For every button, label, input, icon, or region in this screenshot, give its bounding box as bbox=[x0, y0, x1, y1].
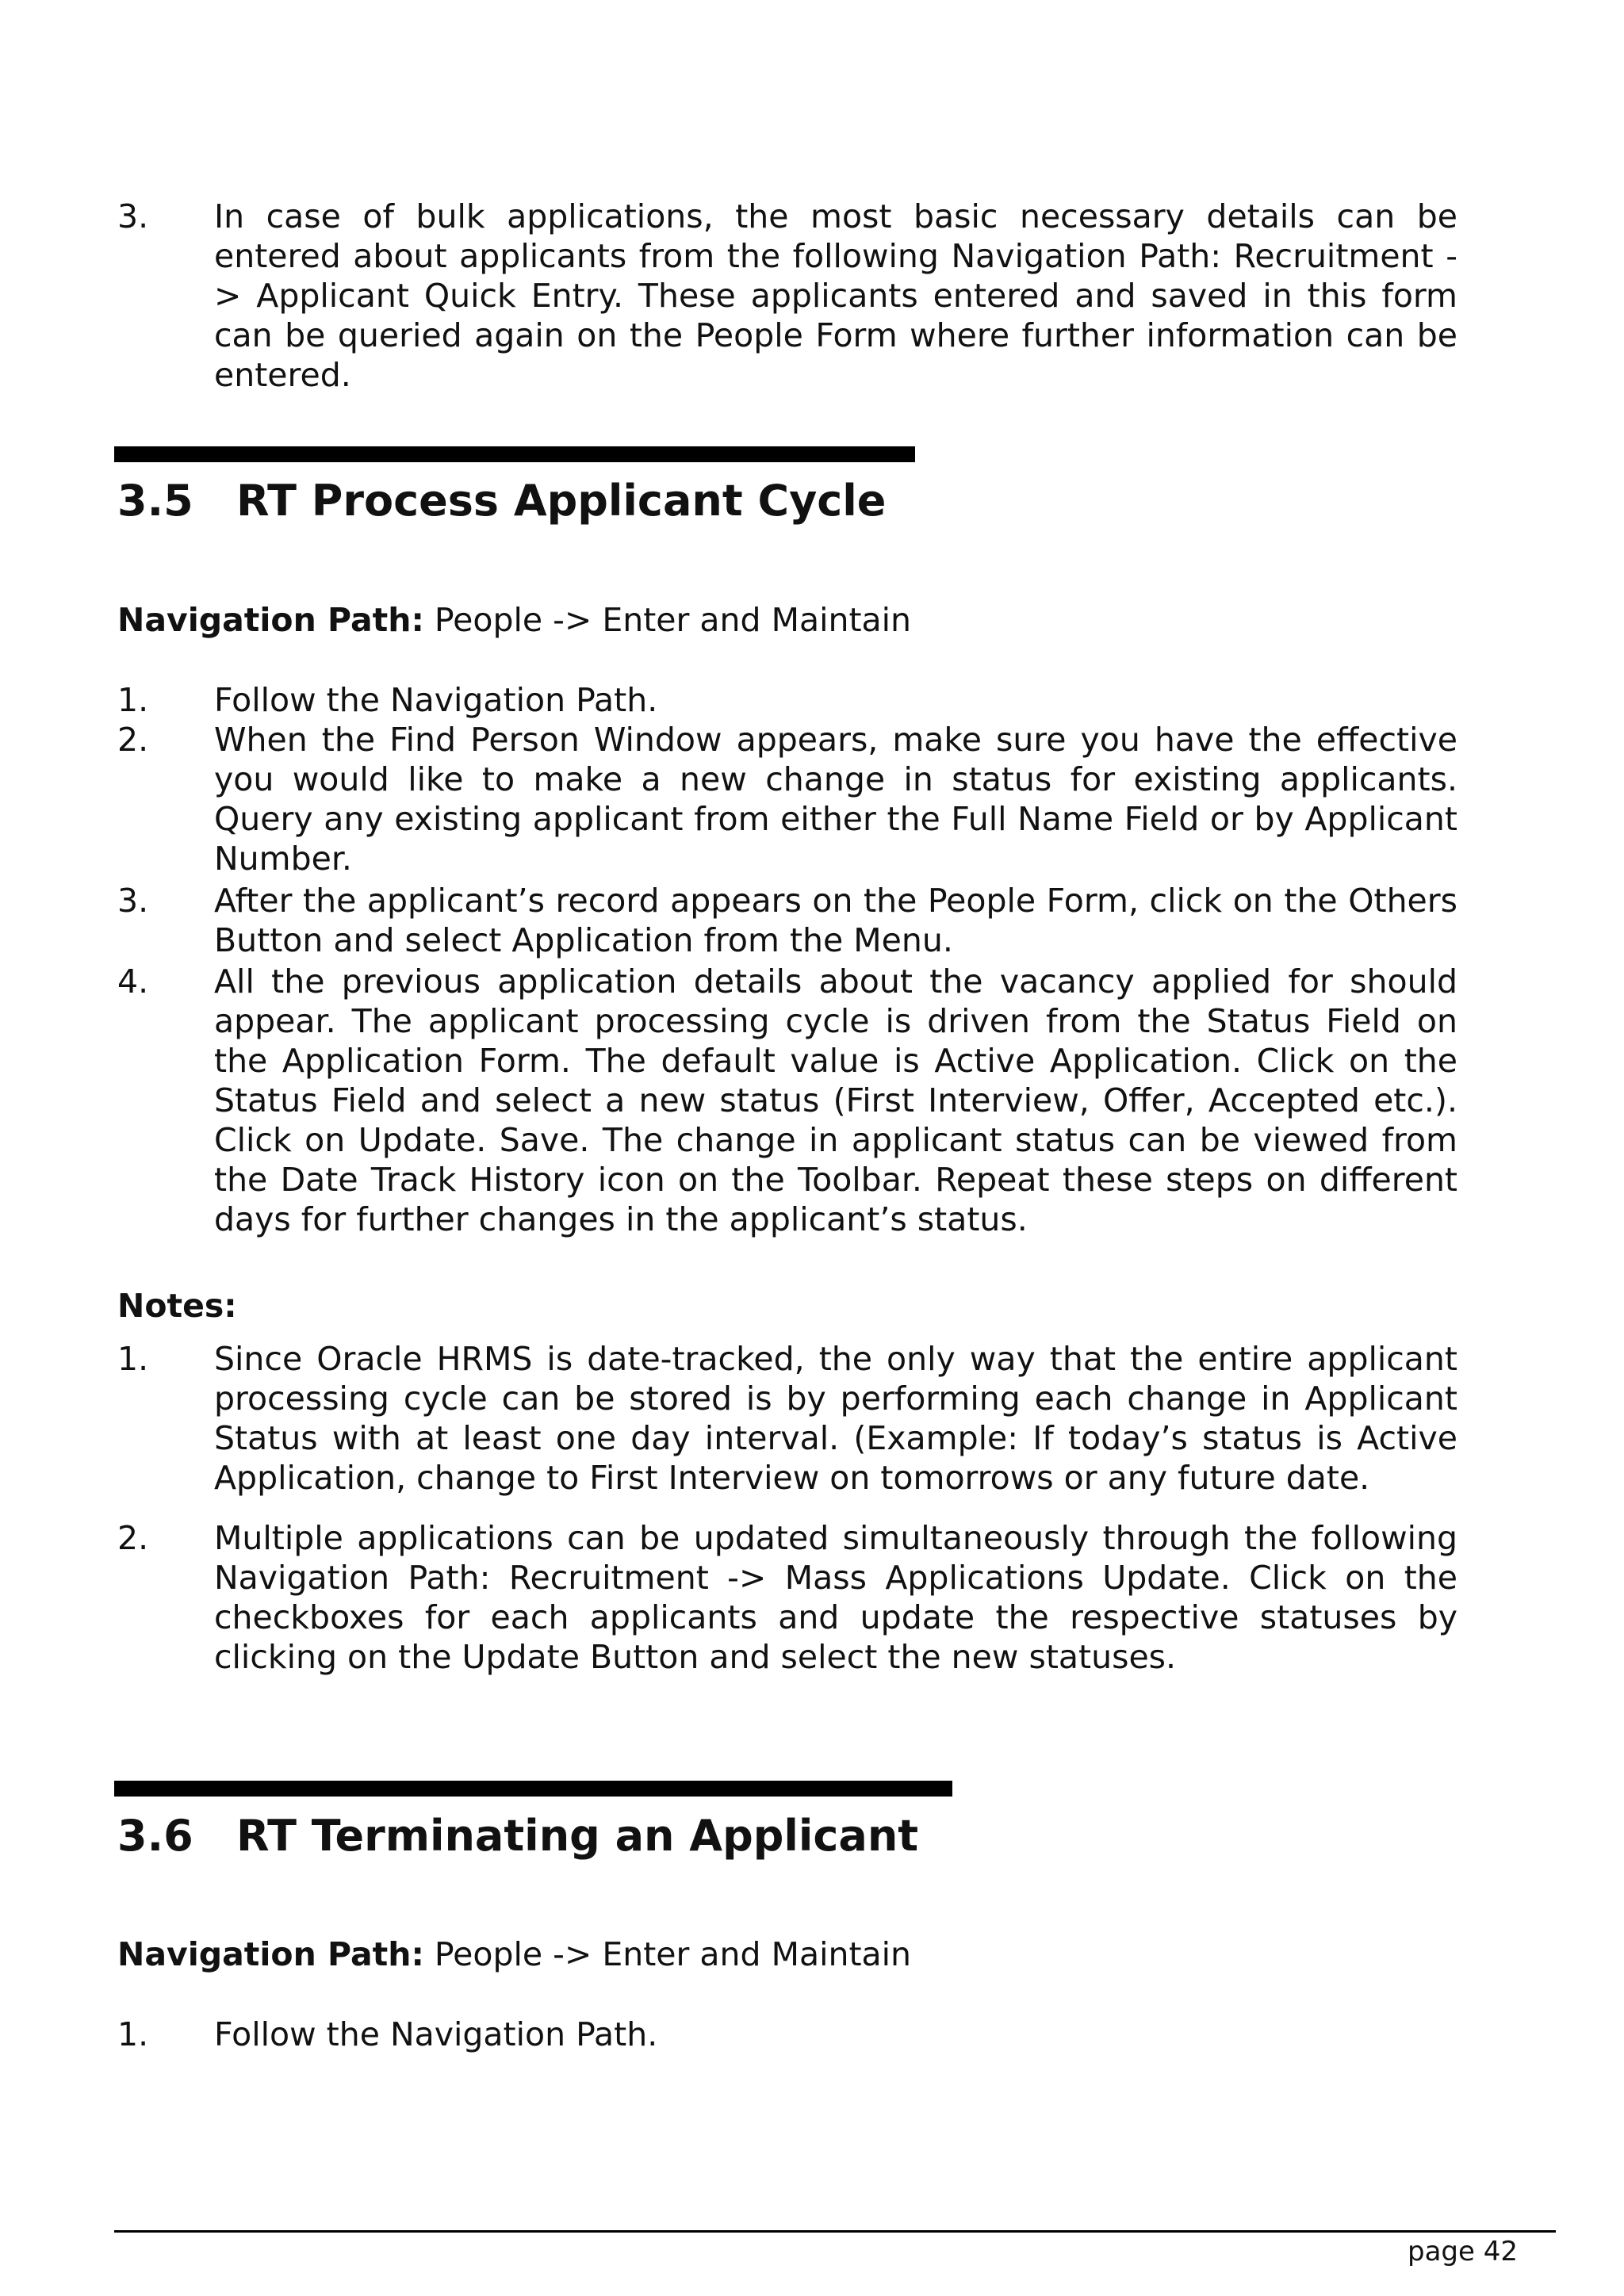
navigation-path-value: People -> Enter and Maintain bbox=[434, 601, 912, 639]
navigation-path-value: People -> Enter and Maintain bbox=[434, 1935, 912, 1973]
navigation-path-label: Navigation Path: bbox=[117, 1935, 424, 1973]
navigation-path-line bbox=[117, 1934, 911, 1974]
list-text: All the previous application details about the vacancy applied for should appear. The applicant processing cycle is driven from the Status Field on the Application Form. The default value is Active Application. Click on the Status Field and select a new status (First Interview, Offer, Accepted etc.). Click on Update. Save. The change in applicant status can be viewed from the Date Track History icon on the Toolbar. Repeat these steps on different days for further changes in the applicant’s status. bbox=[214, 962, 1457, 1238]
list-number: 1. bbox=[117, 681, 149, 719]
list-number: 4. bbox=[117, 962, 149, 1001]
section-number: 3.5 bbox=[117, 476, 193, 526]
notes-label: Notes: bbox=[117, 1287, 237, 1325]
list-text: Follow the Navigation Path. bbox=[214, 681, 658, 719]
list-number: 3. bbox=[117, 197, 149, 235]
navigation-path-line bbox=[117, 600, 911, 640]
list-number: 2. bbox=[117, 1519, 149, 1557]
list-number: 1. bbox=[117, 1340, 149, 1378]
footer-divider bbox=[114, 2230, 1556, 2233]
list-text: When the Find Person Window appears, make sure you have the effective you would like to make a new change in status for existing applicants. Query any existing applicant from either the Full Name Field or by Applicant Number. bbox=[214, 721, 1457, 878]
list-text: Since Oracle HRMS is date-tracked, the only way that the entire applicant processing cycle can be stored is by performing each change in Applicant Status with at least one day interval. (Example: If today’s status is Active Application, change to First Interview on tomorrows or any future date. bbox=[214, 1340, 1457, 1497]
list-number: 2. bbox=[117, 721, 149, 759]
list-text: Follow the Navigation Path. bbox=[214, 2015, 658, 2053]
navigation-path-label: Navigation Path: bbox=[117, 601, 424, 639]
list-text: After the applicant’s record appears on the People Form, click on the Others Button and select Application from the Menu. bbox=[214, 882, 1457, 959]
page-number: page 42 bbox=[1408, 2236, 1518, 2267]
list-number: 3. bbox=[117, 882, 149, 920]
section-divider-bar bbox=[114, 446, 915, 462]
section-number: 3.6 bbox=[117, 1811, 193, 1861]
section-title: RT Terminating an Applicant bbox=[236, 1811, 919, 1861]
section-heading-3-6 bbox=[117, 1811, 918, 1862]
section-title: RT Process Applicant Cycle bbox=[236, 476, 887, 526]
list-text: Multiple applications can be updated simultaneously through the following Navigation Path: Recruitment -> Mass Applications Update. Click on the checkboxes for each applicants and update the respective statuses by clicking on the Update Button and select the new statuses. bbox=[214, 1519, 1457, 1676]
section-heading-3-5 bbox=[117, 476, 886, 526]
list-number: 1. bbox=[117, 2015, 149, 2053]
section-divider-bar bbox=[114, 1781, 952, 1797]
list-text: In case of bulk applications, the most basic necessary details can be entered about applicants from the following Navigation Path: Recruitment -> Applicant Quick Entry. These applicants entered and saved in this form can be queried again on the People Form where further information can be entered. bbox=[214, 197, 1457, 394]
